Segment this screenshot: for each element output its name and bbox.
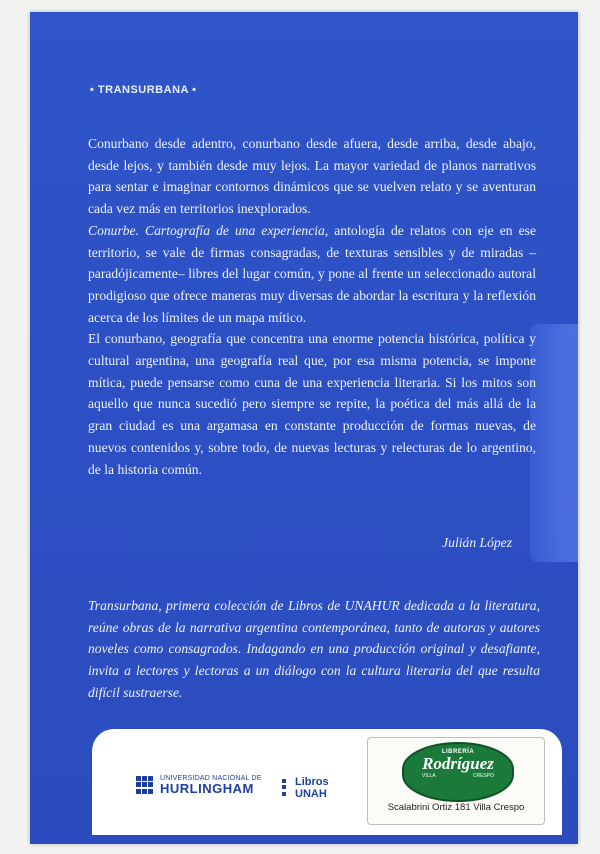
stamp-left-text: VILLA — [422, 773, 436, 779]
stamp-top-text: LIBRERÍA — [441, 749, 475, 755]
libros-bar-icon — [282, 779, 291, 797]
cover-decorative-band — [530, 324, 578, 562]
blurb-paragraph-2-text: , antología de relatos con eje en ese territorio, se vale de firmas consagradas, de texturas sensibles y de miradas –paradójicamente– libres del lugar común, y pone al frente un seleccionado autoral prodigioso que ofrece maneras muy diversas de abordar la escritura y la reflexión acerca de los límites de un mapa mítico. — [88, 222, 536, 325]
unahur-logo — [136, 775, 262, 795]
collection-description: Transurbana, primera colección de Libros de UNAHUR dedicada a la literatura, reúne obras de la narrativa argentina contemporánea, tanto de autoras y autores noveles como consagrados. Indagando en una producción original y desafiante, invita a lectores y lectoras a un diálogo con la cultura literaria del que resulta difícil sustraerse. — [88, 598, 540, 700]
blurb-paragraph-1: Conurbano desde adentro, conurbano desde afuera, desde arriba, desde abajo, desde lejos, y también desde muy lejos. La mayor variedad de planos narrativos para sentar e imaginar contornos dinámicos que se vuelven relato y se aventuran cada vez más en territorios inexplorados. — [88, 136, 536, 217]
libros-line-1: Libros — [295, 776, 329, 788]
bookstore-sticker — [367, 737, 545, 825]
blurb-signature: Julián López — [442, 535, 512, 550]
unahur-grid-icon — [136, 776, 154, 794]
blurb-text — [88, 133, 536, 480]
book-title: Conurbe. Cartografía de una experiencia — [88, 222, 325, 238]
stamp-store-name: Rodríguez — [422, 754, 494, 773]
blurb-paragraph-2 — [88, 220, 536, 329]
bookstore-address: Scalabrini Ortiz 181 Villa Crespo — [387, 802, 525, 813]
blurb-paragraph-3: El conurbano, geografía que concentra una enorme potencia histórica, política y cultural argentina, una geografía real que, por esa misma potencia, se impone mítica, puede pensarse como cuna de una experiencia literaria. Si los mitos son aquello que nunca sucedió pero siempre se repite, la poética del más allá de la gran ciudad es una argamasa en constante producción de formas nuevas, de nuevos contenidos y, sobre todo, de nuevas lecturas y relecturas de lo argentino, de la historia común. — [88, 331, 536, 477]
libros-unahur-logo — [282, 776, 329, 800]
book-back-cover — [30, 12, 578, 844]
collection-brand-label: • TRANSURBANA • — [90, 84, 197, 96]
bookstore-stamp — [402, 742, 514, 802]
libros-line-2: UNAH — [295, 788, 327, 801]
university-name-small: UNIVERSIDAD NACIONAL DE — [160, 775, 262, 782]
university-name-big: HURLINGHAM — [160, 781, 254, 796]
stamp-right-text: CRESPO — [472, 773, 494, 779]
